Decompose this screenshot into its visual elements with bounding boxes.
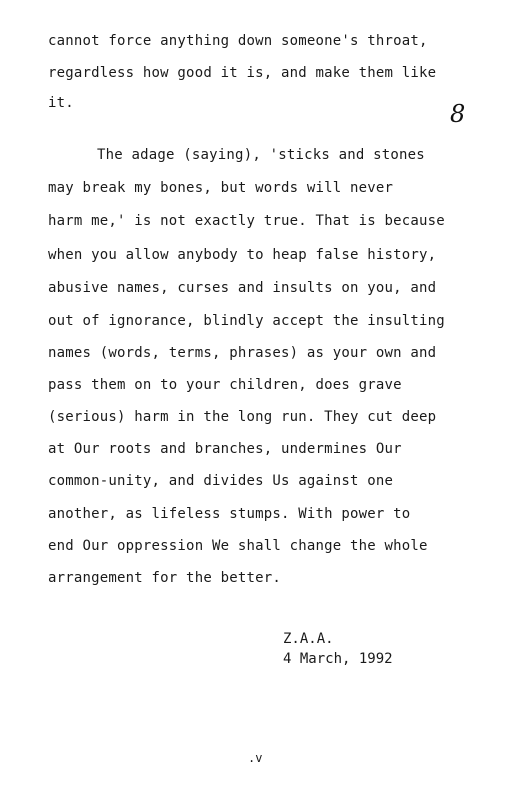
signature-initials: Z.A.A. — [283, 631, 334, 647]
text-line: arrangement for the better. — [48, 570, 281, 586]
text-line: regardless how good it is, and make them like — [48, 65, 437, 81]
text-line: out of ignorance, blindly accept the insulting — [48, 313, 445, 329]
text-line: when you allow anybody to heap false history, — [48, 247, 437, 263]
text-line: may break my bones, but words will never — [48, 180, 394, 196]
text-line: harm me,' is not exactly true. That is because — [48, 213, 445, 229]
text-line: (serious) harm in the long run. They cut deep — [48, 409, 437, 425]
handwritten-page-number: 8 — [450, 100, 466, 128]
footer-mark: .v — [248, 751, 263, 765]
text-line: end Our oppression We shall change the whole — [48, 538, 428, 554]
text-line: it. — [48, 95, 74, 111]
text-line: names (words, terms, phrases) as your own and — [48, 345, 437, 361]
text-line: The adage (saying), 'sticks and stones — [97, 147, 425, 163]
signature-date: 4 March, 1992 — [283, 651, 393, 667]
text-line: common-unity, and divides Us against one — [48, 473, 394, 489]
text-line: cannot force anything down someone's throat, — [48, 33, 428, 49]
text-line: pass them on to your children, does grave — [48, 377, 402, 393]
text-line: abusive names, curses and insults on you, and — [48, 280, 437, 296]
text-line: another, as lifeless stumps. With power to — [48, 506, 411, 522]
text-line: at Our roots and branches, undermines Our — [48, 441, 402, 457]
